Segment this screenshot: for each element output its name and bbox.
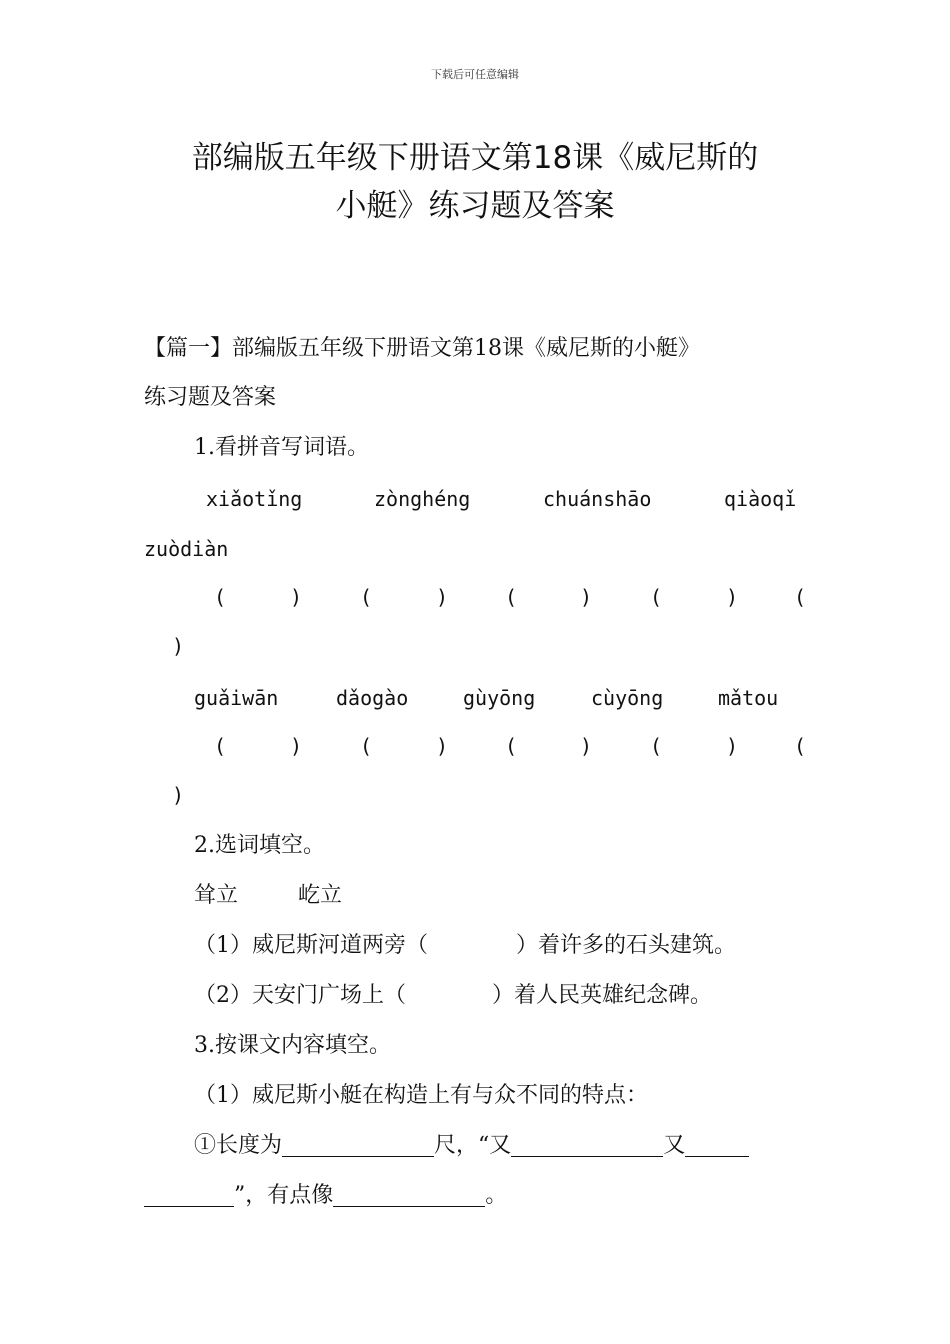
pinyin-item: cùyōng [591,686,664,710]
answer-paren-open: ( [360,734,373,758]
q3-fill-text: ”，有点像 [234,1183,334,1208]
q3-fill-text: 尺，“又 [434,1133,512,1158]
q3-fill-text: 又 [663,1133,686,1158]
q2-item-2-part-b: ）着人民英雄纪念碑。 [492,983,713,1008]
pinyin-item: dǎogào [336,686,409,710]
answer-paren-open: ( [214,734,227,758]
answer-paren-open: ( [505,585,518,609]
q2-word-option: 耸立 [194,883,239,908]
answer-paren-close: ) [726,734,739,758]
pinyin-item: gùyōng [463,686,536,710]
q2-item-1-part-b: ）着许多的石头建筑。 [516,933,737,958]
answer-paren-close: ) [172,634,185,658]
q3-item-1: （1）威尼斯小艇在构造上有与众不同的特点： [194,1083,648,1108]
fill-blank[interactable] [144,1186,234,1207]
q2-item-2-part-a: （2）天安门广场上（ [194,983,406,1008]
answer-paren-open: ( [360,585,373,609]
q3-prompt: 3.按课文内容填空。 [194,1033,391,1058]
document-title-line-2: 小艇》练习题及答案 [335,188,615,224]
document-title-line-1: 部编版五年级下册语文第18课《威尼斯的 [191,140,759,176]
section-heading-line-1: 【篇一】部编版五年级下册语文第18课《威尼斯的小艇》 [144,336,700,361]
answer-paren-close: ) [580,734,593,758]
answer-paren-close: ) [726,585,739,609]
q3-fill-text: 。 [485,1183,508,1208]
q1-prompt: 1.看拼音写词语。 [194,435,369,460]
q2-prompt: 2.选词填空。 [194,833,325,858]
page-header-note: 下载后可任意编辑 [431,68,519,81]
pinyin-item: zuòdiàn [144,537,229,561]
answer-paren-close: ) [172,783,185,807]
answer-paren-open: ( [214,585,227,609]
pinyin-item: qiàoqǐ [724,487,797,511]
pinyin-item: mǎtou [718,686,779,710]
answer-paren-open: ( [505,734,518,758]
pinyin-item: zònghéng [374,487,471,511]
answer-paren-open: ( [650,734,663,758]
answer-paren-open: ( [650,585,663,609]
pinyin-item: xiǎotǐng [206,487,303,511]
answer-paren-close: ) [580,585,593,609]
fill-blank[interactable] [333,1186,485,1207]
answer-paren-close: ) [436,734,449,758]
q2-item-1-part-a: （1）威尼斯河道两旁（ [194,933,428,958]
answer-paren-close: ) [290,585,303,609]
pinyin-item: chuánshāo [543,487,652,511]
pinyin-item: guǎiwān [194,686,279,710]
answer-paren-close: ) [436,585,449,609]
answer-paren-open: ( [794,585,807,609]
fill-blank[interactable] [511,1136,663,1157]
q3-fill-text: ①长度为 [194,1133,283,1158]
fill-blank[interactable] [282,1136,434,1157]
q2-word-option: 屹立 [298,883,343,908]
answer-paren-open: ( [794,734,807,758]
section-heading-line-2: 练习题及答案 [144,385,277,410]
fill-blank[interactable] [685,1136,749,1157]
answer-paren-close: ) [290,734,303,758]
